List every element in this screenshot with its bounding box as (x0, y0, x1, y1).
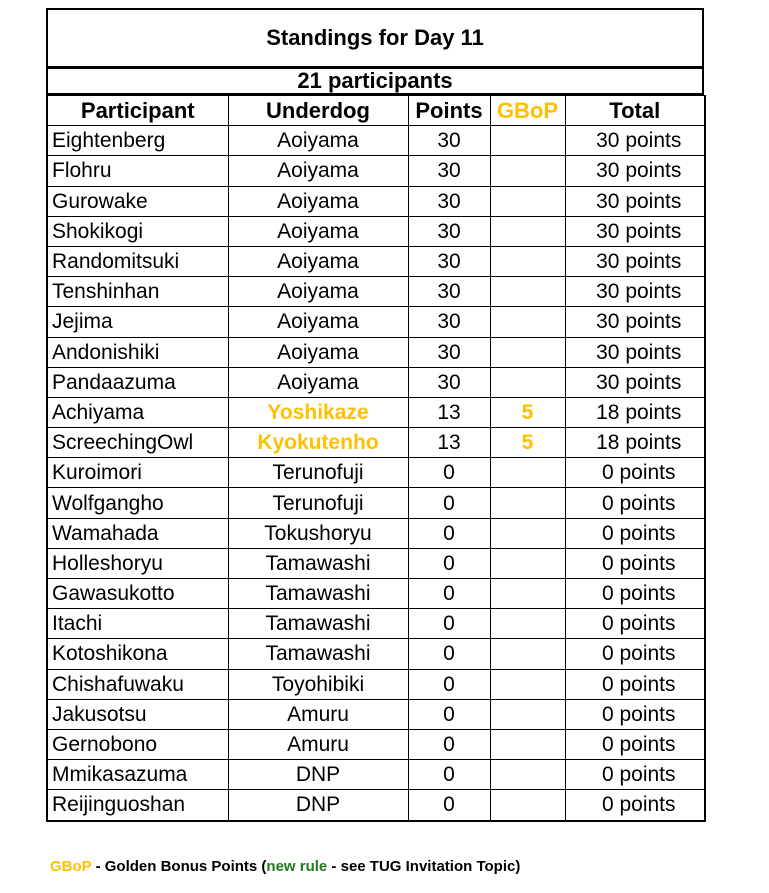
gbop-value (490, 548, 565, 578)
total-value: 30 points (565, 367, 705, 397)
table-row (47, 367, 705, 397)
gbop-value (490, 156, 565, 186)
points-value: 0 (408, 760, 490, 790)
table-row (47, 246, 705, 276)
underdog-name: Aoiyama (228, 156, 408, 186)
participant-name: Chishafuwaku (47, 669, 228, 699)
table-row (47, 518, 705, 548)
table-row (47, 609, 705, 639)
total-value: 30 points (565, 186, 705, 216)
gbop-value: 5 (490, 428, 565, 458)
underdog-name: Terunofuji (228, 488, 408, 518)
table-row (47, 216, 705, 246)
total-value: 30 points (565, 126, 705, 156)
points-value: 30 (408, 337, 490, 367)
points-value: 0 (408, 518, 490, 548)
total-value: 0 points (565, 548, 705, 578)
total-value: 30 points (565, 277, 705, 307)
underdog-name: Terunofuji (228, 458, 408, 488)
total-value: 18 points (565, 428, 705, 458)
points-value: 0 (408, 699, 490, 729)
underdog-name: Tamawashi (228, 639, 408, 669)
underdog-name: Aoiyama (228, 246, 408, 276)
participant-name: Gernobono (47, 729, 228, 759)
table-row (47, 699, 705, 729)
participant-name: Tenshinhan (47, 277, 228, 307)
header-row (47, 96, 705, 126)
col-header-gbop: GBoP (490, 96, 565, 126)
gbop-value (490, 216, 565, 246)
total-value: 0 points (565, 579, 705, 609)
col-header-points: Points (408, 96, 490, 126)
participant-name: Reijinguoshan (47, 790, 228, 821)
points-value: 30 (408, 367, 490, 397)
underdog-name: Tamawashi (228, 548, 408, 578)
underdog-name: Amuru (228, 699, 408, 729)
underdog-name: Aoiyama (228, 277, 408, 307)
footer-text-2: - see TUG Invitation Topic) (327, 858, 521, 875)
underdog-name: Yoshikaze (228, 397, 408, 427)
table-row (47, 790, 705, 821)
underdog-name: Amuru (228, 729, 408, 759)
participants-count: 21 participants (46, 66, 704, 95)
gbop-value (490, 790, 565, 821)
footer-new-rule: new rule (266, 858, 328, 875)
underdog-name: Kyokutenho (228, 428, 408, 458)
points-value: 30 (408, 277, 490, 307)
points-value: 0 (408, 579, 490, 609)
participant-name: Mmikasazuma (47, 760, 228, 790)
points-value: 30 (408, 246, 490, 276)
table-row (47, 579, 705, 609)
col-header-participant: Participant (47, 96, 228, 126)
points-value: 13 (408, 397, 490, 427)
points-value: 0 (408, 609, 490, 639)
underdog-name: Aoiyama (228, 216, 408, 246)
points-value: 0 (408, 639, 490, 669)
underdog-name: Tokushoryu (228, 518, 408, 548)
gbop-value (490, 760, 565, 790)
participant-name: Jejima (47, 307, 228, 337)
total-value: 30 points (565, 337, 705, 367)
footer-note (50, 858, 520, 875)
gbop-value (490, 579, 565, 609)
points-value: 0 (408, 488, 490, 518)
total-value: 0 points (565, 790, 705, 821)
points-value: 13 (408, 428, 490, 458)
points-value: 0 (408, 548, 490, 578)
total-value: 0 points (565, 729, 705, 759)
participant-name: Kuroimori (47, 458, 228, 488)
points-value: 0 (408, 458, 490, 488)
participant-name: Flohru (47, 156, 228, 186)
total-value: 0 points (565, 458, 705, 488)
total-value: 18 points (565, 397, 705, 427)
footer-text-1: - Golden Bonus Points ( (91, 858, 267, 875)
gbop-value (490, 699, 565, 729)
gbop-value (490, 518, 565, 548)
participant-name: Wamahada (47, 518, 228, 548)
table-row (47, 337, 705, 367)
gbop-value (490, 458, 565, 488)
table-row (47, 307, 705, 337)
standings-title: Standings for Day 11 (46, 8, 704, 66)
table-row (47, 760, 705, 790)
total-value: 30 points (565, 216, 705, 246)
total-value: 0 points (565, 488, 705, 518)
table-row (47, 126, 705, 156)
participant-name: Holleshoryu (47, 548, 228, 578)
underdog-name: Tamawashi (228, 579, 408, 609)
gbop-value (490, 307, 565, 337)
total-value: 0 points (565, 699, 705, 729)
gbop-value (490, 246, 565, 276)
total-value: 0 points (565, 639, 705, 669)
participant-name: Achiyama (47, 397, 228, 427)
gbop-value (490, 729, 565, 759)
participant-name: Randomitsuki (47, 246, 228, 276)
table-row (47, 548, 705, 578)
table-row (47, 669, 705, 699)
total-value: 0 points (565, 760, 705, 790)
total-value: 30 points (565, 246, 705, 276)
total-value: 0 points (565, 518, 705, 548)
underdog-name: Toyohibiki (228, 669, 408, 699)
points-value: 30 (408, 216, 490, 246)
underdog-name: Aoiyama (228, 307, 408, 337)
gbop-value (490, 367, 565, 397)
standings-sheet (46, 8, 704, 822)
table-row (47, 397, 705, 427)
gbop-value (490, 639, 565, 669)
table-row (47, 729, 705, 759)
total-value: 30 points (565, 307, 705, 337)
col-header-total: Total (565, 96, 705, 126)
participant-name: ScreechingOwl (47, 428, 228, 458)
total-value: 0 points (565, 609, 705, 639)
underdog-name: Tamawashi (228, 609, 408, 639)
table-row (47, 186, 705, 216)
gbop-value: 5 (490, 397, 565, 427)
footer-term: GBoP (50, 858, 92, 875)
underdog-name: DNP (228, 790, 408, 821)
table-row (47, 458, 705, 488)
gbop-value (490, 277, 565, 307)
points-value: 30 (408, 186, 490, 216)
participant-name: Kotoshikona (47, 639, 228, 669)
participant-name: Wolfgangho (47, 488, 228, 518)
underdog-name: DNP (228, 760, 408, 790)
participant-name: Eightenberg (47, 126, 228, 156)
points-value: 0 (408, 790, 490, 821)
participant-name: Gawasukotto (47, 579, 228, 609)
gbop-value (490, 337, 565, 367)
gbop-value (490, 488, 565, 518)
gbop-value (490, 186, 565, 216)
table-row (47, 488, 705, 518)
participant-name: Itachi (47, 609, 228, 639)
underdog-name: Aoiyama (228, 337, 408, 367)
standings-table (46, 95, 706, 822)
underdog-name: Aoiyama (228, 367, 408, 397)
total-value: 0 points (565, 669, 705, 699)
points-value: 0 (408, 669, 490, 699)
col-header-underdog: Underdog (228, 96, 408, 126)
participant-name: Jakusotsu (47, 699, 228, 729)
gbop-value (490, 609, 565, 639)
participant-name: Shokikogi (47, 216, 228, 246)
table-row (47, 277, 705, 307)
participant-name: Pandaazuma (47, 367, 228, 397)
total-value: 30 points (565, 156, 705, 186)
points-value: 30 (408, 126, 490, 156)
points-value: 30 (408, 156, 490, 186)
participant-name: Gurowake (47, 186, 228, 216)
points-value: 0 (408, 729, 490, 759)
underdog-name: Aoiyama (228, 126, 408, 156)
gbop-value (490, 669, 565, 699)
underdog-name: Aoiyama (228, 186, 408, 216)
points-value: 30 (408, 307, 490, 337)
participant-name: Andonishiki (47, 337, 228, 367)
table-row (47, 639, 705, 669)
gbop-value (490, 126, 565, 156)
table-row (47, 156, 705, 186)
table-row (47, 428, 705, 458)
